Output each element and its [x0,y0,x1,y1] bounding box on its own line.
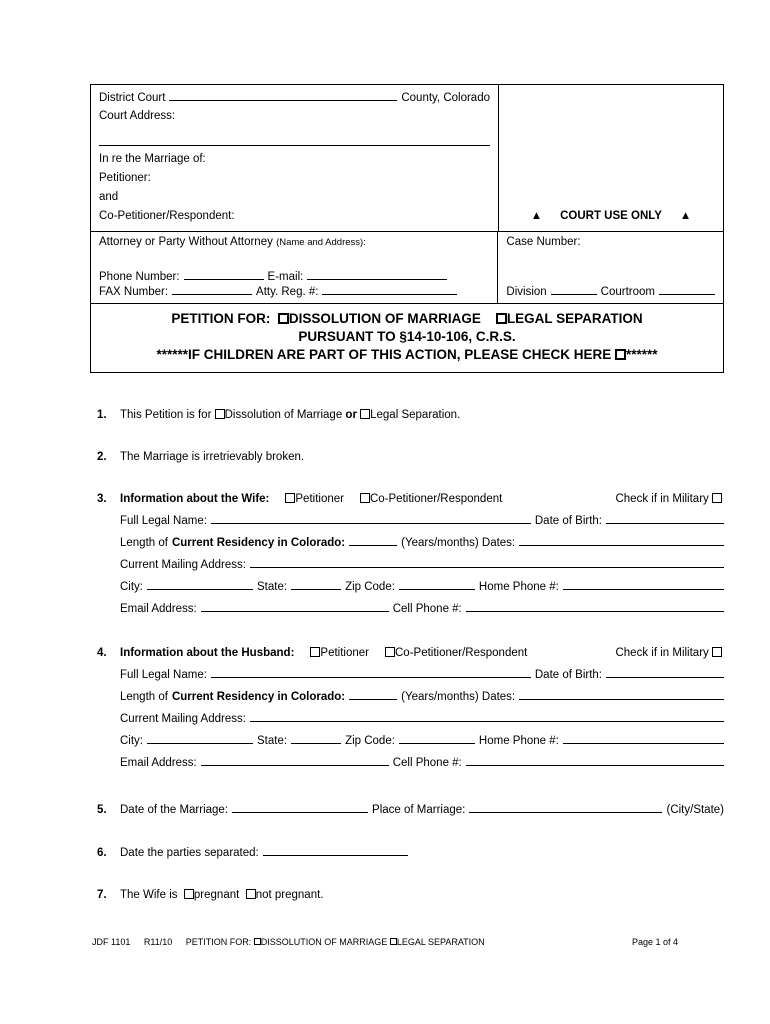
footer-left [92,937,485,947]
title-dissolution-checkbox[interactable] [278,313,289,324]
item-6-number: 6. [97,847,107,859]
form-id: JDF 1101 [92,937,131,947]
title-dissolution-label: DISSOLUTION OF MARRIAGE [288,311,481,326]
petitioner-label: Petitioner: [99,172,151,184]
district-court-blank[interactable] [169,91,397,101]
item-5 [90,803,724,816]
item-2-number: 2. [97,451,107,463]
attorney-line [99,236,489,248]
footer-separation-checkbox [390,938,397,945]
full-legal-name-label: Full Legal Name: [120,669,207,681]
not-pregnant-checkbox[interactable] [246,889,256,899]
husband-petitioner-checkbox[interactable] [310,647,320,657]
item-6-body [120,846,724,859]
wife-mailing-row [120,558,724,571]
state-label: State: [257,581,288,593]
wife-cell-phone-blank[interactable] [466,602,724,612]
husband-petitioner-option [310,647,369,659]
wife-is-label: The Wife is [120,889,178,901]
wife-residency-dates-blank[interactable] [519,536,724,546]
wife-co-petitioner-label: Co-Petitioner/Respondent [369,493,503,505]
husband-co-petitioner-checkbox[interactable] [385,647,395,657]
separation-date-blank[interactable] [263,846,408,856]
wife-petitioner-label: Petitioner [295,493,344,505]
item-1 [90,409,724,421]
wife-name-row [120,514,724,527]
division-line [506,285,715,298]
residency-label: Current Residency in Colorado: [171,691,346,703]
husband-city-row [120,734,724,747]
item-2-text: The Marriage is irretrievably broken. [120,451,305,463]
years-months-dates-label: (Years/months) Dates: [401,537,516,549]
fax-line [99,285,489,298]
wife-petitioner-option [285,493,344,505]
home-phone-label: Home Phone #: [478,735,559,747]
item-1-lead-text: This Petition is for [120,409,212,421]
marriage-place-label: Place of Marriage: [372,804,466,816]
item-7-number: 7. [97,889,107,901]
and-label: and [99,191,119,203]
zip-label: Zip Code: [345,735,395,747]
court-address-blank[interactable] [99,125,490,146]
date-of-birth-label: Date of Birth: [534,515,602,527]
court-use-only-banner [507,210,715,226]
children-line-text: ******IF CHILDREN ARE PART OF THIS ACTION, PLEASE CHECK HERE [156,347,612,362]
title-line1 [99,310,715,328]
court-address-label: Court Address: [99,110,176,122]
fax-number-blank[interactable] [172,285,252,295]
full-legal-name-label: Full Legal Name: [120,515,207,527]
item1-dissolution-label: Dissolution of Marriage [224,409,343,421]
county-label: County, Colorado [401,92,490,104]
children-checkbox[interactable] [615,349,626,360]
husband-full-legal-name-blank[interactable] [211,668,531,678]
date-of-birth-label: Date of Birth: [534,669,602,681]
item-7 [90,889,724,901]
email-blank[interactable] [307,270,447,280]
page-footer [90,937,724,947]
husband-zip-blank[interactable] [399,734,475,744]
pregnant-checkbox[interactable] [184,889,194,899]
wife-military-option [615,493,724,505]
wife-residency-row [120,536,724,549]
attorney-name-address-label: (Name and Address): [276,237,366,248]
item-4-number: 4. [97,647,107,659]
item1-separation-label: Legal Separation. [370,409,461,421]
item-3-wife-section [90,493,724,615]
home-phone-label: Home Phone #: [478,581,559,593]
footer-dissolution-label: DISSOLUTION OF MARRIAGE [260,937,388,947]
wife-zip-blank[interactable] [399,580,475,590]
caption-row [91,85,723,232]
courtroom-blank[interactable] [659,285,715,295]
courtroom-label: Courtroom [600,286,655,298]
mailing-address-label: Current Mailing Address: [120,559,246,571]
husband-section-heading: Information about the Husband: [120,647,295,659]
district-court-label: District Court [99,92,166,104]
husband-residency-dates-blank[interactable] [519,690,724,700]
husband-state-blank[interactable] [291,734,341,744]
item-1-body [120,409,724,421]
division-blank[interactable] [551,285,597,295]
wife-petitioner-checkbox[interactable] [285,493,295,503]
attorney-right-cell [498,232,723,303]
wife-city-row [120,580,724,593]
up-triangle-icon: ▲ [530,210,543,222]
wife-military-label: Check if in Military [615,493,709,505]
petition-form-page [90,84,724,947]
wife-mailing-address-blank[interactable] [250,558,724,568]
mailing-address-label: Current Mailing Address: [120,713,246,725]
cell-phone-label: Cell Phone #: [392,603,462,615]
phone-line [99,270,489,283]
city-state-hint-label: (City/State) [666,804,724,816]
husband-co-petitioner-label: Co-Petitioner/Respondent [395,647,528,659]
husband-party-row [120,647,724,659]
husband-military-option [615,647,724,659]
co-petitioner-label: Co-Petitioner/Respondent: [99,210,235,222]
case-number-label: Case Number: [506,236,581,248]
caption-left-cell [91,85,499,231]
wife-party-row [120,493,724,505]
in-re-marriage-label: In re the Marriage of: [99,153,206,165]
cell-phone-label: Cell Phone #: [392,757,462,769]
wife-date-of-birth-blank[interactable] [606,514,724,524]
pregnant-label: pregnant [193,889,240,901]
footer-separation-label: LEGAL SEPARATION [396,937,485,947]
title-separation-checkbox[interactable] [496,313,507,324]
wife-residency-length-blank[interactable] [349,536,397,546]
wife-section-heading: Information about the Wife: [120,493,270,505]
wife-military-checkbox[interactable] [712,493,722,503]
wife-email-row [120,602,724,615]
not-pregnant-label: not pregnant. [255,889,324,901]
email-address-label: Email Address: [120,757,197,769]
caption-right-cell [499,85,723,231]
wife-co-petitioner-option [360,493,502,505]
email-label: E-mail: [267,271,304,283]
atty-reg-blank[interactable] [322,285,457,295]
fax-number-label: FAX Number: [99,286,169,298]
husband-name-row [120,668,724,681]
husband-email-row [120,756,724,769]
item1-or-label: or [345,409,357,421]
marriage-date-label: Date of the Marriage: [120,804,229,816]
husband-section-body [120,647,724,769]
wife-home-phone-blank[interactable] [563,580,724,590]
husband-residency-row [120,690,724,703]
item-5-body [120,803,724,816]
footer-dissolution-checkbox [254,938,261,945]
form-revision: R11/10 [143,937,173,947]
children-line-stars: ****** [626,347,658,362]
residency-label: Current Residency in Colorado: [171,537,346,549]
page-number: Page 1 of 4 [631,937,678,947]
state-label: State: [257,735,288,747]
marriage-date-blank[interactable] [232,803,368,813]
husband-military-checkbox[interactable] [712,647,722,657]
up-triangle-icon: ▲ [679,210,692,222]
title-children-line [99,346,715,364]
husband-city-blank[interactable] [147,734,253,744]
years-months-dates-label: (Years/months) Dates: [401,691,516,703]
husband-co-petitioner-option [385,647,527,659]
attorney-left-cell [91,232,498,303]
footer-petition-for-label: PETITION FOR: [185,937,252,947]
separation-date-label: Date the parties separated: [120,847,259,859]
atty-reg-label: Atty. Reg. #: [256,286,319,298]
husband-petitioner-label: Petitioner [320,647,369,659]
length-of-label: Length of [120,537,168,549]
phone-number-blank[interactable] [184,270,264,280]
wife-email-address-blank[interactable] [201,602,389,612]
wife-full-legal-name-blank[interactable] [211,514,531,524]
petition-for-label: PETITION FOR: [171,311,271,326]
item-2 [90,451,724,463]
division-label: Division [506,286,547,298]
attorney-row [91,232,723,304]
husband-home-phone-blank[interactable] [563,734,724,744]
husband-military-label: Check if in Military [615,647,709,659]
district-court-line [99,89,490,107]
marriage-place-blank[interactable] [469,803,662,813]
husband-residency-length-blank[interactable] [349,690,397,700]
husband-mailing-row [120,712,724,725]
court-use-only-label: COURT USE ONLY [560,210,662,222]
husband-email-address-blank[interactable] [201,756,389,766]
wife-co-petitioner-checkbox[interactable] [360,493,370,503]
item-5-number: 5. [97,804,107,816]
phone-number-label: Phone Number: [99,271,180,283]
husband-cell-phone-blank[interactable] [466,756,724,766]
item-6 [90,846,724,859]
zip-label: Zip Code: [345,581,395,593]
item-1-number: 1. [97,409,107,421]
length-of-label: Length of [120,691,168,703]
item1-separation-checkbox[interactable] [360,409,370,419]
email-address-label: Email Address: [120,603,197,615]
item1-dissolution-checkbox[interactable] [215,409,225,419]
item-3-number: 3. [97,493,107,505]
husband-mailing-address-blank[interactable] [250,712,724,722]
wife-section-body [120,493,724,615]
title-pursuant-line: PURSUANT TO §14-10-106, C.R.S. [298,329,516,344]
court-header-box [90,84,724,373]
city-label: City: [120,735,143,747]
item-4-husband-section [90,647,724,769]
item-7-body [120,889,724,901]
title-separation-label: LEGAL SEPARATION [506,311,643,326]
attorney-label: Attorney or Party Without Attorney [99,236,273,248]
form-title-block [91,304,723,372]
husband-date-of-birth-blank[interactable] [606,668,724,678]
wife-state-blank[interactable] [291,580,341,590]
wife-city-blank[interactable] [147,580,253,590]
city-label: City: [120,581,143,593]
